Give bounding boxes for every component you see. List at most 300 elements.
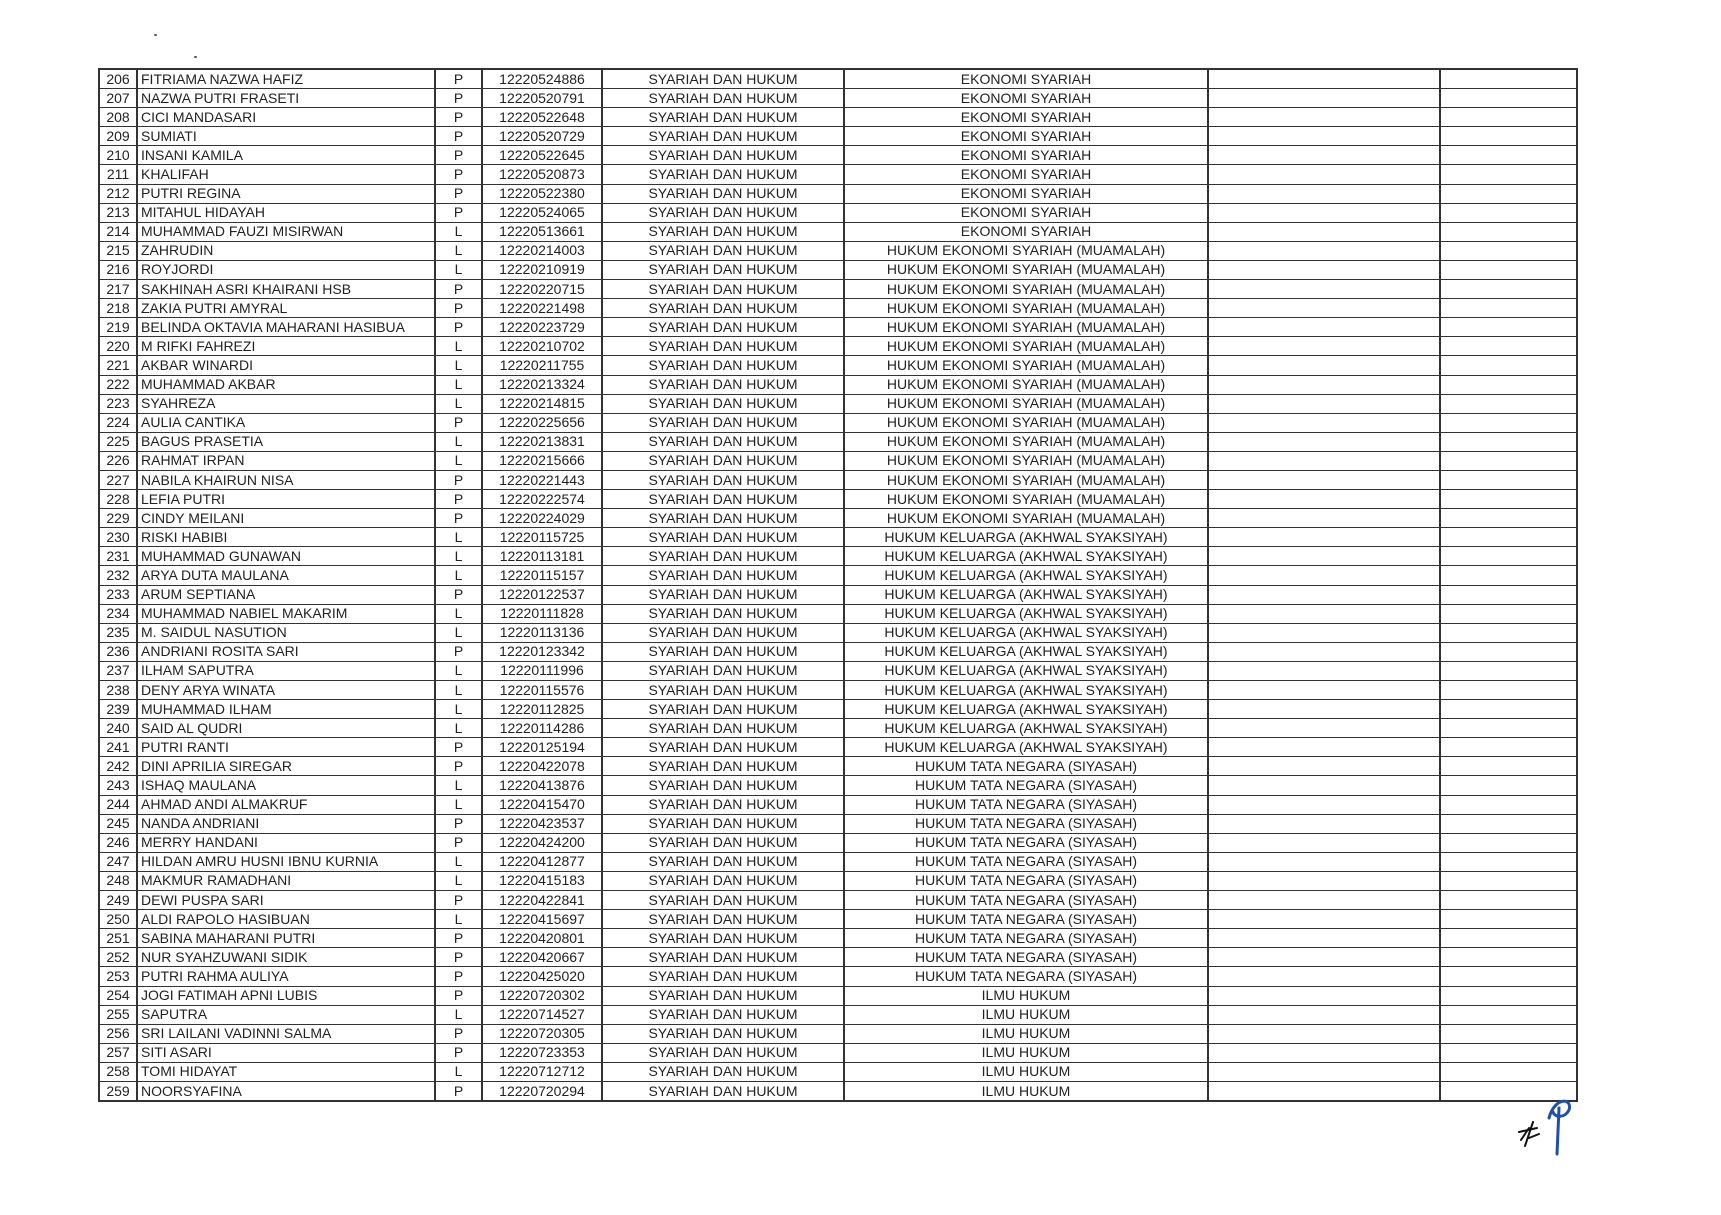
empty-cell-2 (1440, 394, 1577, 413)
table-row (99, 241, 1577, 260)
student-id: 12220420667 (482, 948, 602, 967)
gender-code: P (435, 184, 482, 203)
gender-code: L (435, 1005, 482, 1024)
row-number: 245 (99, 814, 137, 833)
student-name: MUHAMMAD ILHAM (137, 700, 435, 719)
student-name: M RIFKI FAHREZI (137, 337, 435, 356)
empty-cell-2 (1440, 585, 1577, 604)
faculty-name: SYARIAH DAN HUKUM (602, 967, 844, 986)
empty-cell-1 (1208, 929, 1440, 948)
student-name: M. SAIDUL NASUTION (137, 623, 435, 642)
student-name: HILDAN AMRU HUSNI IBNU KURNIA (137, 852, 435, 871)
study-program: ILMU HUKUM (844, 986, 1208, 1005)
faculty-name: SYARIAH DAN HUKUM (602, 1024, 844, 1043)
faculty-name: SYARIAH DAN HUKUM (602, 222, 844, 241)
table-row (99, 432, 1577, 451)
empty-cell-1 (1208, 623, 1440, 642)
gender-code: P (435, 833, 482, 852)
empty-cell-2 (1440, 69, 1577, 89)
table-row (99, 127, 1577, 146)
faculty-name: SYARIAH DAN HUKUM (602, 375, 844, 394)
row-number: 208 (99, 108, 137, 127)
student-name: SUMIATI (137, 127, 435, 146)
table-row (99, 394, 1577, 413)
row-number: 238 (99, 681, 137, 700)
empty-cell-2 (1440, 929, 1577, 948)
roster-body (99, 69, 1577, 1101)
student-id: 12220714527 (482, 1005, 602, 1024)
table-row (99, 69, 1577, 89)
empty-cell-2 (1440, 986, 1577, 1005)
row-number: 232 (99, 566, 137, 585)
student-name: DEWI PUSPA SARI (137, 891, 435, 910)
row-number: 255 (99, 1005, 137, 1024)
empty-cell-2 (1440, 661, 1577, 680)
student-name: MUHAMMAD AKBAR (137, 375, 435, 394)
study-program: EKONOMI SYARIAH (844, 69, 1208, 89)
student-id: 12220113136 (482, 623, 602, 642)
student-id: 12220413876 (482, 776, 602, 795)
gender-code: P (435, 642, 482, 661)
gender-code: L (435, 451, 482, 470)
row-number: 212 (99, 184, 137, 203)
faculty-name: SYARIAH DAN HUKUM (602, 318, 844, 337)
student-name: MUHAMMAD FAUZI MISIRWAN (137, 222, 435, 241)
table-row (99, 1062, 1577, 1081)
empty-cell-1 (1208, 757, 1440, 776)
study-program: HUKUM TATA NEGARA (SIYASAH) (844, 910, 1208, 929)
student-id: 12220113181 (482, 547, 602, 566)
empty-cell-1 (1208, 260, 1440, 279)
row-number: 209 (99, 127, 137, 146)
study-program: HUKUM TATA NEGARA (SIYASAH) (844, 929, 1208, 948)
empty-cell-1 (1208, 222, 1440, 241)
gender-code: L (435, 222, 482, 241)
empty-cell-2 (1440, 795, 1577, 814)
study-program: HUKUM KELUARGA (AKHWAL SYAKSIYAH) (844, 719, 1208, 738)
student-id: 12220115725 (482, 528, 602, 547)
student-name: AULIA CANTIKA (137, 413, 435, 432)
gender-code: P (435, 891, 482, 910)
study-program: HUKUM KELUARGA (AKHWAL SYAKSIYAH) (844, 547, 1208, 566)
student-name: ANDRIANI ROSITA SARI (137, 642, 435, 661)
student-id: 12220211755 (482, 356, 602, 375)
faculty-name: SYARIAH DAN HUKUM (602, 871, 844, 890)
student-id: 12220125194 (482, 738, 602, 757)
gender-code: P (435, 967, 482, 986)
table-row (99, 203, 1577, 222)
study-program: HUKUM TATA NEGARA (SIYASAH) (844, 814, 1208, 833)
study-program: HUKUM TATA NEGARA (SIYASAH) (844, 871, 1208, 890)
faculty-name: SYARIAH DAN HUKUM (602, 337, 844, 356)
empty-cell-2 (1440, 1005, 1577, 1024)
row-number: 210 (99, 146, 137, 165)
faculty-name: SYARIAH DAN HUKUM (602, 184, 844, 203)
row-number: 244 (99, 795, 137, 814)
empty-cell-1 (1208, 528, 1440, 547)
faculty-name: SYARIAH DAN HUKUM (602, 69, 844, 89)
row-number: 239 (99, 700, 137, 719)
gender-code: L (435, 871, 482, 890)
student-id: 12220214815 (482, 394, 602, 413)
study-program: HUKUM TATA NEGARA (SIYASAH) (844, 833, 1208, 852)
empty-cell-2 (1440, 280, 1577, 299)
gender-code: P (435, 1024, 482, 1043)
empty-cell-2 (1440, 547, 1577, 566)
student-id: 12220415697 (482, 910, 602, 929)
gender-code: L (435, 776, 482, 795)
gender-code: L (435, 394, 482, 413)
empty-cell-1 (1208, 413, 1440, 432)
student-name: ZAKIA PUTRI AMYRAL (137, 299, 435, 318)
table-row (99, 929, 1577, 948)
row-number: 217 (99, 280, 137, 299)
empty-cell-2 (1440, 260, 1577, 279)
study-program: HUKUM EKONOMI SYARIAH (MUAMALAH) (844, 394, 1208, 413)
faculty-name: SYARIAH DAN HUKUM (602, 299, 844, 318)
empty-cell-1 (1208, 852, 1440, 871)
study-program: ILMU HUKUM (844, 1005, 1208, 1024)
table-row (99, 146, 1577, 165)
empty-cell-2 (1440, 814, 1577, 833)
empty-cell-2 (1440, 203, 1577, 222)
table-row (99, 490, 1577, 509)
table-row (99, 509, 1577, 528)
row-number: 248 (99, 871, 137, 890)
faculty-name: SYARIAH DAN HUKUM (602, 203, 844, 222)
study-program: HUKUM KELUARGA (AKHWAL SYAKSIYAH) (844, 700, 1208, 719)
row-number: 213 (99, 203, 137, 222)
empty-cell-2 (1440, 1062, 1577, 1081)
empty-cell-2 (1440, 490, 1577, 509)
student-id: 12220720294 (482, 1081, 602, 1101)
faculty-name: SYARIAH DAN HUKUM (602, 681, 844, 700)
study-program: HUKUM EKONOMI SYARIAH (MUAMALAH) (844, 375, 1208, 394)
table-row (99, 661, 1577, 680)
student-name: BAGUS PRASETIA (137, 432, 435, 451)
study-program: HUKUM KELUARGA (AKHWAL SYAKSIYAH) (844, 585, 1208, 604)
study-program: HUKUM EKONOMI SYARIAH (MUAMALAH) (844, 280, 1208, 299)
table-row (99, 165, 1577, 184)
faculty-name: SYARIAH DAN HUKUM (602, 241, 844, 260)
study-program: HUKUM KELUARGA (AKHWAL SYAKSIYAH) (844, 681, 1208, 700)
faculty-name: SYARIAH DAN HUKUM (602, 165, 844, 184)
student-name: INSANI KAMILA (137, 146, 435, 165)
faculty-name: SYARIAH DAN HUKUM (602, 719, 844, 738)
row-number: 229 (99, 509, 137, 528)
empty-cell-1 (1208, 776, 1440, 795)
faculty-name: SYARIAH DAN HUKUM (602, 490, 844, 509)
gender-code: L (435, 528, 482, 547)
row-number: 252 (99, 948, 137, 967)
gender-code: L (435, 432, 482, 451)
student-id: 12220123342 (482, 642, 602, 661)
table-row (99, 814, 1577, 833)
student-name: NABILA KHAIRUN NISA (137, 470, 435, 489)
student-name: MUHAMMAD NABIEL MAKARIM (137, 604, 435, 623)
study-program: HUKUM EKONOMI SYARIAH (MUAMALAH) (844, 260, 1208, 279)
empty-cell-1 (1208, 184, 1440, 203)
table-row (99, 795, 1577, 814)
table-row (99, 1024, 1577, 1043)
empty-cell-2 (1440, 356, 1577, 375)
row-number: 235 (99, 623, 137, 642)
row-number: 257 (99, 1043, 137, 1062)
gender-code: L (435, 719, 482, 738)
gender-code: P (435, 738, 482, 757)
student-id: 12220115157 (482, 566, 602, 585)
student-id: 12220213831 (482, 432, 602, 451)
empty-cell-1 (1208, 280, 1440, 299)
row-number: 256 (99, 1024, 137, 1043)
row-number: 207 (99, 89, 137, 108)
gender-code: P (435, 146, 482, 165)
row-number: 225 (99, 432, 137, 451)
student-id: 12220712712 (482, 1062, 602, 1081)
empty-cell-1 (1208, 967, 1440, 986)
study-program: HUKUM EKONOMI SYARIAH (MUAMALAH) (844, 432, 1208, 451)
student-id: 12220112825 (482, 700, 602, 719)
empty-cell-1 (1208, 681, 1440, 700)
table-row (99, 833, 1577, 852)
table-row (99, 642, 1577, 661)
student-id: 12220522380 (482, 184, 602, 203)
table-row (99, 700, 1577, 719)
table-row (99, 318, 1577, 337)
student-name: MAKMUR RAMADHANI (137, 871, 435, 890)
student-name: MERRY HANDANI (137, 833, 435, 852)
student-name: SAKHINAH ASRI KHAIRANI HSB (137, 280, 435, 299)
faculty-name: SYARIAH DAN HUKUM (602, 852, 844, 871)
faculty-name: SYARIAH DAN HUKUM (602, 451, 844, 470)
table-row (99, 222, 1577, 241)
empty-cell-2 (1440, 146, 1577, 165)
student-roster-table (98, 68, 1578, 1102)
gender-code: P (435, 280, 482, 299)
initials-signature (1515, 1088, 1585, 1158)
faculty-name: SYARIAH DAN HUKUM (602, 146, 844, 165)
row-number: 215 (99, 241, 137, 260)
student-name: PUTRI RANTI (137, 738, 435, 757)
student-name: ARUM SEPTIANA (137, 585, 435, 604)
faculty-name: SYARIAH DAN HUKUM (602, 547, 844, 566)
table-row (99, 1081, 1577, 1101)
student-name: FITRIAMA NAZWA HAFIZ (137, 69, 435, 89)
student-id: 12220111996 (482, 661, 602, 680)
student-id: 12220423537 (482, 814, 602, 833)
student-id: 12220520729 (482, 127, 602, 146)
empty-cell-1 (1208, 700, 1440, 719)
study-program: HUKUM EKONOMI SYARIAH (MUAMALAH) (844, 299, 1208, 318)
empty-cell-1 (1208, 356, 1440, 375)
gender-code: P (435, 318, 482, 337)
row-number: 247 (99, 852, 137, 871)
gender-code: L (435, 604, 482, 623)
gender-code: L (435, 260, 482, 279)
table-row (99, 260, 1577, 279)
empty-cell-2 (1440, 948, 1577, 967)
student-name: LEFIA PUTRI (137, 490, 435, 509)
empty-cell-1 (1208, 566, 1440, 585)
empty-cell-1 (1208, 1024, 1440, 1043)
gender-code: P (435, 203, 482, 222)
student-id: 12220111828 (482, 604, 602, 623)
gender-code: P (435, 413, 482, 432)
faculty-name: SYARIAH DAN HUKUM (602, 891, 844, 910)
student-name: CINDY MEILANI (137, 509, 435, 528)
row-number: 253 (99, 967, 137, 986)
row-number: 223 (99, 394, 137, 413)
gender-code: P (435, 585, 482, 604)
empty-cell-1 (1208, 146, 1440, 165)
student-id: 12220723353 (482, 1043, 602, 1062)
row-number: 230 (99, 528, 137, 547)
row-number: 211 (99, 165, 137, 184)
empty-cell-2 (1440, 222, 1577, 241)
student-id: 12220122537 (482, 585, 602, 604)
faculty-name: SYARIAH DAN HUKUM (602, 1043, 844, 1062)
gender-code: P (435, 757, 482, 776)
student-id: 12220415470 (482, 795, 602, 814)
empty-cell-1 (1208, 299, 1440, 318)
table-row (99, 604, 1577, 623)
table-row (99, 356, 1577, 375)
row-number: 227 (99, 470, 137, 489)
empty-cell-2 (1440, 642, 1577, 661)
student-id: 12220215666 (482, 451, 602, 470)
table-row (99, 738, 1577, 757)
row-number: 240 (99, 719, 137, 738)
student-id: 12220415183 (482, 871, 602, 890)
student-id: 12220115576 (482, 681, 602, 700)
gender-code: P (435, 948, 482, 967)
faculty-name: SYARIAH DAN HUKUM (602, 470, 844, 489)
student-name: RAHMAT IRPAN (137, 451, 435, 470)
empty-cell-1 (1208, 203, 1440, 222)
student-id: 12220425020 (482, 967, 602, 986)
gender-code: P (435, 165, 482, 184)
empty-cell-2 (1440, 318, 1577, 337)
empty-cell-2 (1440, 604, 1577, 623)
table-row (99, 337, 1577, 356)
student-id: 12220210702 (482, 337, 602, 356)
empty-cell-1 (1208, 910, 1440, 929)
empty-cell-2 (1440, 241, 1577, 260)
faculty-name: SYARIAH DAN HUKUM (602, 604, 844, 623)
gender-code: L (435, 700, 482, 719)
faculty-name: SYARIAH DAN HUKUM (602, 1062, 844, 1081)
table-row (99, 1043, 1577, 1062)
student-id: 12220520873 (482, 165, 602, 184)
student-id: 12220213324 (482, 375, 602, 394)
study-program: EKONOMI SYARIAH (844, 127, 1208, 146)
faculty-name: SYARIAH DAN HUKUM (602, 700, 844, 719)
empty-cell-2 (1440, 127, 1577, 146)
gender-code: L (435, 1062, 482, 1081)
row-number: 237 (99, 661, 137, 680)
empty-cell-1 (1208, 509, 1440, 528)
row-number: 214 (99, 222, 137, 241)
gender-code: L (435, 375, 482, 394)
faculty-name: SYARIAH DAN HUKUM (602, 814, 844, 833)
row-number: 251 (99, 929, 137, 948)
study-program: EKONOMI SYARIAH (844, 184, 1208, 203)
study-program: ILMU HUKUM (844, 1062, 1208, 1081)
empty-cell-1 (1208, 241, 1440, 260)
study-program: HUKUM TATA NEGARA (SIYASAH) (844, 852, 1208, 871)
study-program: HUKUM KELUARGA (AKHWAL SYAKSIYAH) (844, 738, 1208, 757)
empty-cell-2 (1440, 165, 1577, 184)
student-name: ILHAM SAPUTRA (137, 661, 435, 680)
empty-cell-1 (1208, 394, 1440, 413)
student-name: CICI MANDASARI (137, 108, 435, 127)
faculty-name: SYARIAH DAN HUKUM (602, 833, 844, 852)
student-id: 12220422841 (482, 891, 602, 910)
student-id: 12220522648 (482, 108, 602, 127)
student-name: SAID AL QUDRI (137, 719, 435, 738)
table-row (99, 547, 1577, 566)
empty-cell-2 (1440, 375, 1577, 394)
empty-cell-2 (1440, 528, 1577, 547)
study-program: EKONOMI SYARIAH (844, 89, 1208, 108)
gender-code: L (435, 356, 482, 375)
study-program: HUKUM EKONOMI SYARIAH (MUAMALAH) (844, 470, 1208, 489)
table-row (99, 280, 1577, 299)
student-name: SRI LAILANI VADINNI SALMA (137, 1024, 435, 1043)
study-program: HUKUM EKONOMI SYARIAH (MUAMALAH) (844, 509, 1208, 528)
empty-cell-2 (1440, 681, 1577, 700)
empty-cell-1 (1208, 738, 1440, 757)
empty-cell-2 (1440, 451, 1577, 470)
faculty-name: SYARIAH DAN HUKUM (602, 566, 844, 585)
student-id: 12220412877 (482, 852, 602, 871)
student-name: SAPUTRA (137, 1005, 435, 1024)
empty-cell-2 (1440, 509, 1577, 528)
empty-cell-2 (1440, 871, 1577, 890)
student-id: 12220524065 (482, 203, 602, 222)
study-program: EKONOMI SYARIAH (844, 165, 1208, 184)
empty-cell-1 (1208, 1043, 1440, 1062)
table-row (99, 681, 1577, 700)
faculty-name: SYARIAH DAN HUKUM (602, 394, 844, 413)
signature-black-stroke (1519, 1122, 1539, 1146)
study-program: HUKUM EKONOMI SYARIAH (MUAMALAH) (844, 490, 1208, 509)
table-row (99, 1005, 1577, 1024)
study-program: HUKUM EKONOMI SYARIAH (MUAMALAH) (844, 356, 1208, 375)
table-row (99, 891, 1577, 910)
student-name: MUHAMMAD GUNAWAN (137, 547, 435, 566)
row-number: 226 (99, 451, 137, 470)
gender-code: P (435, 509, 482, 528)
row-number: 206 (99, 69, 137, 89)
study-program: HUKUM TATA NEGARA (SIYASAH) (844, 967, 1208, 986)
student-name: KHALIFAH (137, 165, 435, 184)
study-program: HUKUM EKONOMI SYARIAH (MUAMALAH) (844, 337, 1208, 356)
student-id: 12220420801 (482, 929, 602, 948)
empty-cell-1 (1208, 719, 1440, 738)
student-name: SYAHREZA (137, 394, 435, 413)
empty-cell-1 (1208, 1005, 1440, 1024)
student-name: ROYJORDI (137, 260, 435, 279)
row-number: 249 (99, 891, 137, 910)
empty-cell-1 (1208, 337, 1440, 356)
table-row (99, 299, 1577, 318)
row-number: 228 (99, 490, 137, 509)
student-name: PUTRI REGINA (137, 184, 435, 203)
empty-cell-1 (1208, 1081, 1440, 1101)
faculty-name: SYARIAH DAN HUKUM (602, 1081, 844, 1101)
speck (194, 56, 197, 58)
